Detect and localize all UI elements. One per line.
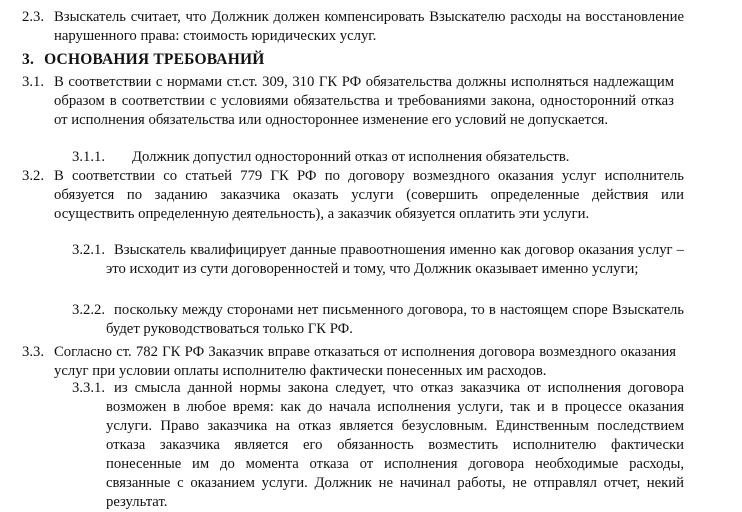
paragraph-text: Должник допустил односторонний отказ от исполнения обязательств.	[132, 149, 570, 165]
paragraph-text: Взыскатель считает, что Должник должен компенсировать Взыскателю расходы на восстановление нарушенного права: стоимость юридических услуг.	[54, 9, 684, 44]
paragraph-number: 3.3.1.	[72, 380, 106, 396]
paragraph-3-3-1	[72, 379, 684, 512]
paragraph-number: 3.1.1.	[72, 149, 106, 165]
paragraph-number: 3.1.	[22, 74, 45, 90]
paragraph-number: 3.2.2.	[72, 302, 106, 318]
paragraph-text: В соответствии со статьей 779 ГК РФ по договору возмездного оказания услуг исполнитель обязуется по заданию заказчика оказать услуги (совершить определенные действия или осуществить определенную деятельность), а заказчик обязуется оплатить эти услуги.	[54, 168, 684, 222]
paragraph-3-3	[22, 343, 676, 381]
paragraph-3-2-1	[72, 241, 684, 279]
paragraph-number: 3.3.	[22, 344, 45, 360]
section-heading	[22, 51, 264, 69]
paragraph-text: из смысла данной нормы закона следует, что отказ заказчика от исполнения договора возможен в любое время: как до начала исполнения услуги, так и в процессе оказания услуги. Право заказчика на отказ является безусловным. Единственным последствием отказа заказчика является его обязанность возместить исполнителю фактически понесенные им до момента отказа от исполнения договора необходимые расходы, связанные с оказанием услуги. Должник не начинал работы, не отправлял отчет, некий результат.	[106, 380, 684, 510]
paragraph-number: 3.2.1.	[72, 242, 106, 258]
paragraph-3-2-2	[72, 301, 684, 339]
paragraph-text: поскольку между сторонами нет письменного договора, то в настоящем споре Взыскатель будет руководствоваться только ГК РФ.	[106, 302, 684, 337]
section-title: ОСНОВАНИЯ ТРЕБОВАНИЙ	[44, 51, 265, 68]
paragraph-text: Согласно ст. 782 ГК РФ Заказчик вправе отказаться от исполнения договора возмездного оказания услуг при условии оплаты исполнителю фактически понесенных им расходов.	[54, 344, 676, 379]
paragraph-3-1	[22, 73, 674, 130]
paragraph-3-2	[22, 167, 684, 224]
paragraph-2-3	[22, 8, 684, 46]
paragraph-number: 3.2.	[22, 168, 45, 184]
paragraph-text: Взыскатель квалифицирует данные правоотношения именно как договор оказания услуг – это исходит из сути договоренностей и тому, что Должник оказывает именно услуги;	[106, 242, 684, 277]
paragraph-text: В соответствии с нормами ст.ст. 309, 310 ГК РФ обязательства должны исполняться надлежащим образом в соответствии с условиями обязательства и требованиями закона, односторонний отказ от исполнения обязательства или одностороннее изменение его условий не допускается.	[54, 74, 674, 128]
paragraph-3-1-1	[72, 148, 612, 167]
paragraph-number: 2.3.	[22, 9, 45, 25]
section-number: 3.	[22, 51, 35, 68]
